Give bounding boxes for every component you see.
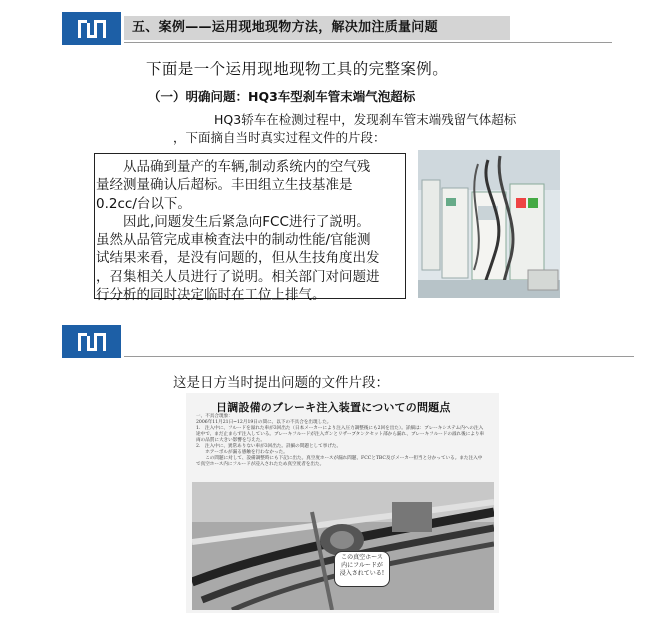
quote-line: 试结果来看，是没有问题的，但从生技角度出发	[96, 250, 380, 267]
factory-equipment-photo	[418, 150, 560, 298]
logo-icon	[62, 12, 121, 45]
quote-line: 从品确到量产的车辆,制动系统内的空气残	[96, 159, 371, 175]
quote-line: 行分析的同时决定临时在工位上排气。	[96, 287, 326, 304]
subheading: （一）明确问题：HQ3车型刹车管末端气泡超标	[148, 89, 416, 104]
quote-line: 虽然从品管完成車検査法中的制动性能/官能测	[96, 232, 371, 249]
document-caption: 这是日方当时提出问题的文件片段：	[173, 375, 389, 391]
logo-icon	[62, 325, 121, 358]
divider-line	[124, 42, 612, 43]
quote-line: ，召集相关人员进行了说明。相关部门对问题进	[96, 268, 380, 285]
quote-line: 因此,问题发生后紧急向FCC进行了説明。	[96, 213, 370, 230]
section-heading: 五、案例——运用现地现物方法，解决加注质量问题	[124, 16, 510, 40]
document-title: 日調設備のブレーキ注入装置についての問題点	[216, 401, 451, 414]
problem-description: HQ3轿车在检测过程中，发现刹车管末端残留气体超标	[214, 112, 517, 127]
divider-line	[124, 356, 634, 357]
quote-line: 0.2cc/台以下。	[96, 195, 191, 212]
brake-hose-photo	[192, 482, 494, 610]
document-body: 一、不具合現象： 2006年11月21日~12月19日の間に、以下の不具合を出現した。 1. 注入中に、フルードを溢れた車が3回出た（日本メーカーにより注入圧力調整後にも2回を出た）。詳細は：ブレーキシステム内への注入途中で、まだ止まらず注入している。ブレーキフルードが注入ガンとリザーブタンクセット部から漏れ、ブレーキフルードの溢れ後により車両の品質に大きい影響を与えた。 2. 注入中に、異常ありない車が3回出た。詳細の問題として挙げた。 ホアーボルが漏る感触を行わなかった。 この問題に対して、設備調整時にも下記に出た。真空度ホースが漏れ問題、FCCとTBC及びメーカー担当と分かっている。また注入中で真空ホース内にフルードが浸入されたため真空度者を出た。	[196, 414, 485, 467]
intro-text: 下面是一个运用现地现物工具的完整案例。	[146, 60, 449, 78]
annotation-bubble: この真空ホース内にフルードが浸入されている!	[334, 551, 390, 587]
quote-text	[96, 158, 426, 304]
problem-description-cont: ，下面摘自当时真实过程文件的片段：	[173, 130, 386, 145]
quote-line: 量经测量确认后超标。丰田组立生技基准是	[96, 177, 353, 194]
